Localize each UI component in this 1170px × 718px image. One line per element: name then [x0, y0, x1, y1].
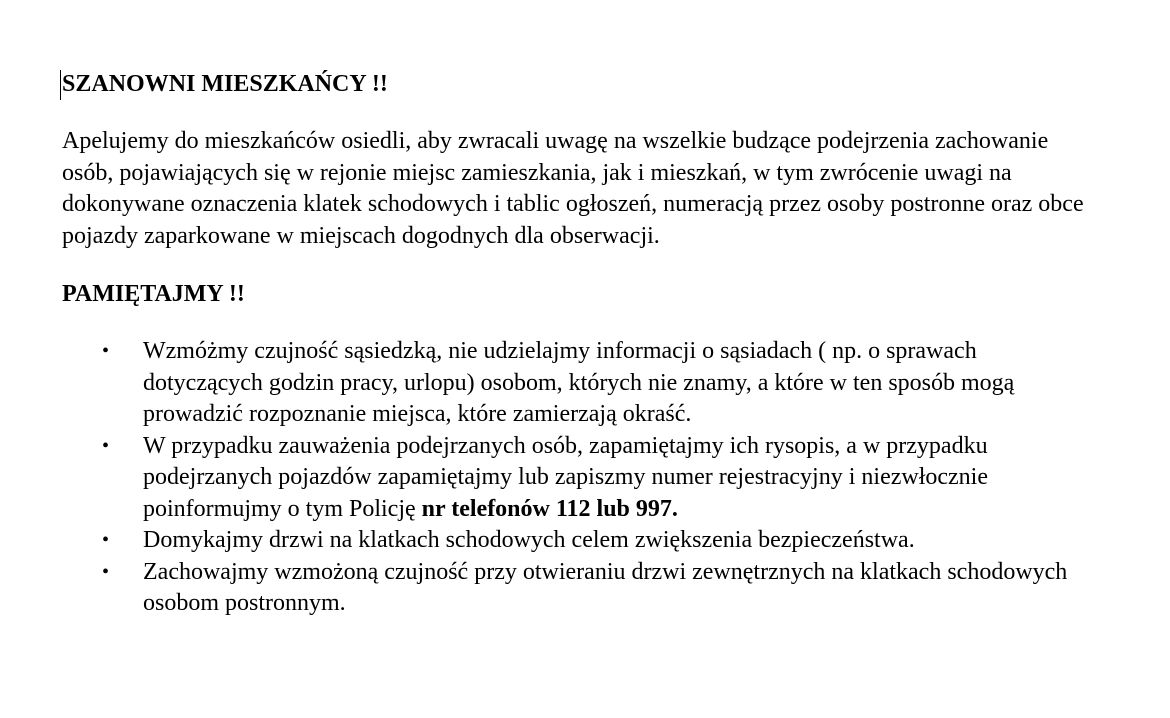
list-item [62, 336, 1093, 431]
list-item [62, 525, 1093, 557]
document-page[interactable] [62, 66, 1122, 620]
bullet-icon: • [102, 560, 110, 583]
tips-list [62, 336, 1122, 620]
bullet-icon: • [102, 529, 110, 551]
text-cursor [60, 70, 61, 100]
tip-text: Zachowajmy wzmożoną czujność przy otwieraniu drzwi zewnętrznych na klatkach schodowych osobom postronnym. [143, 558, 1068, 616]
list-item [62, 557, 1093, 620]
bullet-icon: • [102, 340, 110, 362]
list-item [62, 431, 1093, 526]
document-heading: SZANOWNI MIESZKAŃCY !! [62, 71, 388, 97]
bullet-icon: • [102, 434, 110, 457]
appeal-paragraph: Apelujemy do mieszkańców osiedli, aby zwracali uwagę na wszelkie budzące podejrzenia zachowanie osób, pojawiających się w rejonie miejsc zamieszkania, jak i mieszkań, w tym zwrócenie uwagi na dokonywane oznaczenia klatek schodowych i tablic ogłoszeń, numeracją przez osoby postronne oraz obce pojazdy zaparkowane w miejscach dogodnych dla obserwacji. [62, 128, 1084, 249]
tip-bold-text: nr telefonów 112 lub 997. [421, 495, 678, 522]
tip-text: Wzmóżmy czujność sąsiedzką, nie udzielajmy informacji o sąsiadach ( np. o sprawach dotyczących godzin pracy, urlopu) osobom, których nie znamy, a które w ten sposób mogą prowadzić rozpoznanie miejsca, które zamierzają okraść. [143, 338, 1015, 427]
tip-text: W przypadku zauważenia podejrzanych osób, zapamiętajmy ich rysopis, a w przypadku podejrzanych pojazdów zapamiętajmy lub zapiszmy numer rejestracyjny i niezwłocznie poinformujmy o tym Policję [143, 432, 988, 522]
tip-text: Domykajmy drzwi na klatkach schodowych celem zwiększenia bezpieczeństwa. [143, 527, 915, 553]
remember-subheading: PAMIĘTAJMY !! [62, 281, 245, 307]
